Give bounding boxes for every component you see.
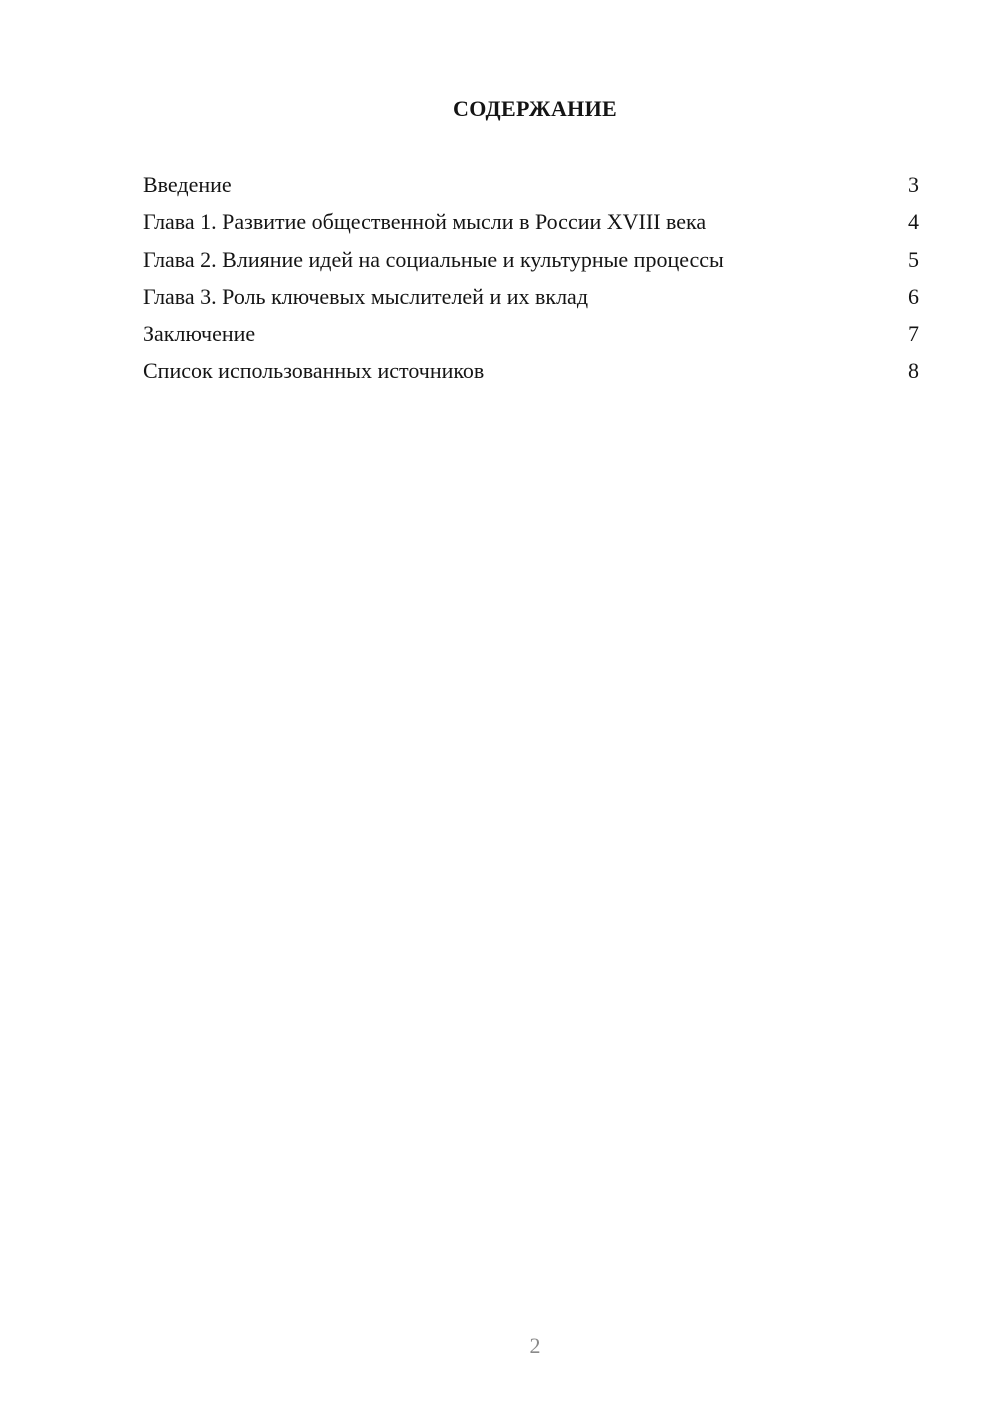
toc-entry-chapter-2 bbox=[143, 245, 919, 282]
toc-title: СОДЕРЖАНИЕ bbox=[453, 96, 617, 121]
toc-entry-introduction bbox=[143, 170, 919, 207]
toc-entry-chapter-3 bbox=[143, 282, 919, 319]
toc-entry-page: 7 bbox=[908, 321, 919, 347]
toc-entry-label: Заключение bbox=[143, 321, 256, 347]
toc-list bbox=[143, 170, 919, 394]
toc-entry-label: Введение bbox=[143, 172, 232, 197]
toc-entry-page: 4 bbox=[908, 209, 919, 235]
page-number: 2 bbox=[529, 1333, 541, 1358]
toc-entry-page: 5 bbox=[908, 246, 919, 272]
toc-entry-label: Глава 3. Роль ключевых мыслителей и их вклад bbox=[143, 283, 589, 309]
toc-entry-page: 6 bbox=[908, 283, 919, 309]
toc-entry-chapter-1 bbox=[143, 207, 919, 244]
toc-entry-conclusion bbox=[143, 319, 919, 356]
toc-entry-page: 8 bbox=[908, 358, 919, 384]
toc-entry-page: 3 bbox=[908, 172, 919, 197]
toc-entry-label: Глава 1. Развитие общественной мысли в России XVIII века bbox=[143, 209, 707, 235]
toc-entry-references bbox=[143, 356, 919, 393]
toc-entry-label: Глава 2. Влияние идей на социальные и культурные процессы bbox=[143, 246, 724, 272]
toc-entry-label: Список использованных источников bbox=[143, 358, 485, 384]
